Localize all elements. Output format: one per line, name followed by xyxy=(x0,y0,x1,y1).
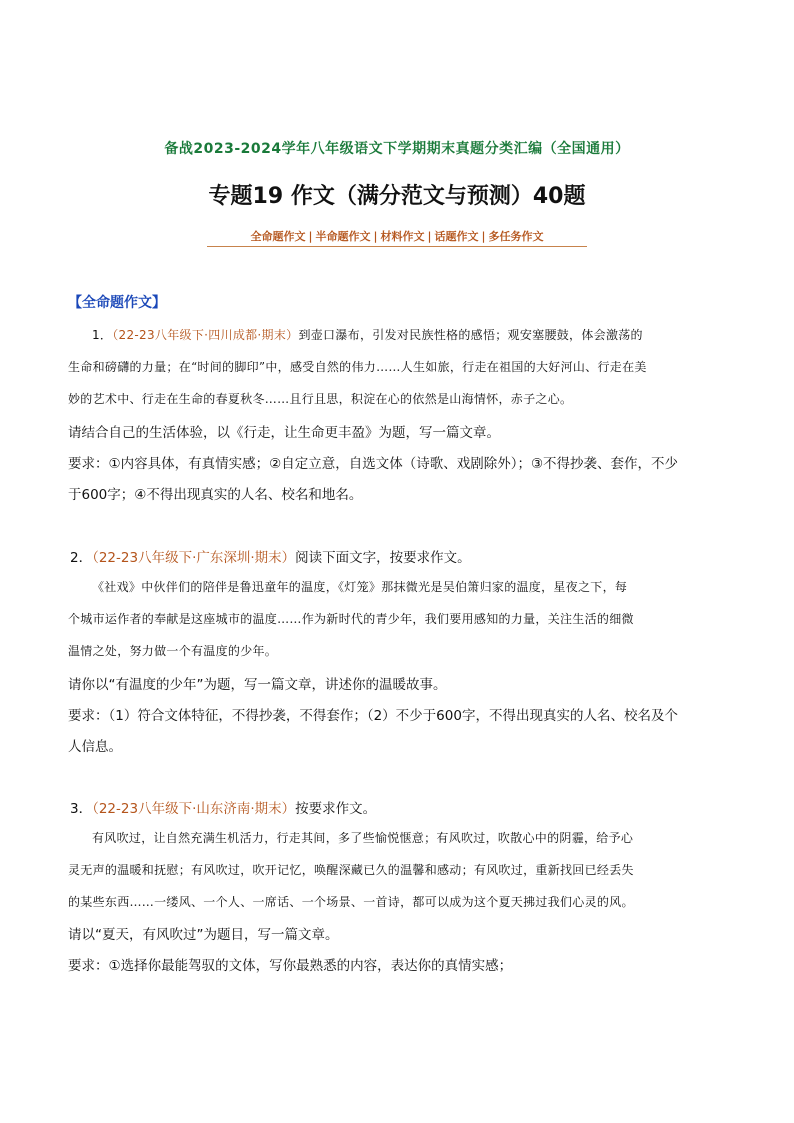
category-item: 多任务作文 xyxy=(488,230,544,243)
question-source: （22-23八年级下·山东济南·期末） xyxy=(92,801,296,817)
question-prompt: 请结合自己的生活体验，以《行走，让生命更丰盈》为题，写一篇文章。 xyxy=(68,425,500,441)
question-text: 到壶口瀑布，引发对民族性格的感悟；观安塞腰鼓，体会激荡的 xyxy=(298,328,643,342)
question-requirements: 要求：①内容具体，有真情实感；②自定立意，自选文体（诗歌、戏剧除外）；③不得抄袭、套作，不少 xyxy=(68,456,679,472)
subtitle-underline xyxy=(207,246,587,247)
question-requirements: 要求：（1）符合文体特征，不得抄袭，不得套作；（2）不少于600字，不得出现真实的人名、校名及个 xyxy=(68,708,678,724)
question-requirements: 人信息。 xyxy=(68,739,122,755)
category-list: 全命题作文 | 半命题作文 | 材料作文 | 话题作文 | 多任务作文 xyxy=(250,230,544,243)
category-item: 材料作文 xyxy=(380,230,425,243)
question-requirements: 要求：①选择你最能驾驭的文体，写你最熟悉的内容，表达你的真情实感； xyxy=(68,958,513,974)
question-text: 温情之处，努力做一个有温度的少年。 xyxy=(68,644,278,658)
question-2 xyxy=(68,546,728,756)
question-text: 有风吹过，让自然充满生机活力，行走其间，多了些愉悦惬意；有风吹过，吹散心中的阴霾，给予心 xyxy=(92,831,634,845)
question-1 xyxy=(68,326,728,526)
question-text: 按要求作文。 xyxy=(295,801,377,817)
question-text: 阅读下面文字，按要求作文。 xyxy=(295,550,471,566)
question-first-line xyxy=(70,797,376,817)
question-number: 3． xyxy=(70,801,93,817)
category-item: 半命题作文 xyxy=(315,230,371,243)
question-text: 个城市运作者的奉献是这座城市的温度……作为新时代的青少年，我们要用感知的力量，关注生活的细微 xyxy=(68,612,634,626)
question-first-line xyxy=(70,546,471,566)
category-item: 全命题作文 xyxy=(250,230,306,243)
question-requirements: 于600字；④不得出现真实的人名、校名和地名。 xyxy=(68,487,363,503)
question-first-line xyxy=(92,326,643,343)
question-number: 1． xyxy=(92,328,113,342)
question-3 xyxy=(68,797,728,977)
question-text: 灵无声的温暖和抚慰；有风吹过，吹开记忆，唤醒深藏已久的温馨和感动；有风吹过，重新找回已经丢失 xyxy=(68,863,634,877)
question-number: 2． xyxy=(70,550,93,566)
question-source: （22-23八年级下·广东深圳·期末） xyxy=(92,550,296,566)
question-prompt: 请以“夏天，有风吹过”为题目，写一篇文章。 xyxy=(68,927,339,943)
series-title: 备战2023-2024学年八年级语文下学期期末真题分类汇编（全国通用） xyxy=(164,141,630,157)
question-source: （22-23八年级下·四川成都·期末） xyxy=(112,328,299,342)
question-text: 妙的艺术中、行走在生命的春夏秋冬……且行且思，积淀在心的依然是山海情怀，赤子之心。 xyxy=(68,392,573,406)
question-text: 生命和磅礴的力量；在“时间的脚印”中，感受自然的伟力……人生如旅，行走在祖国的大好河山、行走在美 xyxy=(68,360,647,374)
question-text: 的某些东西……一缕风、一个人、一席话、一个场景、一首诗，都可以成为这个夏天拂过我们心灵的风。 xyxy=(68,895,634,909)
page-title: 专题19 作文（满分范文与预测）40题 xyxy=(208,184,586,209)
section-heading: 【全命题作文】 xyxy=(68,295,166,311)
question-text: 《社戏》中伙伴们的陪伴是鲁迅童年的温度，《灯笼》那抹微光是吴伯箫归家的温度，星夜之下，每 xyxy=(92,580,628,594)
question-prompt: 请你以“有温度的少年”为题，写一篇文章，讲述你的温暖故事。 xyxy=(68,677,447,693)
category-item: 话题作文 xyxy=(434,230,479,243)
